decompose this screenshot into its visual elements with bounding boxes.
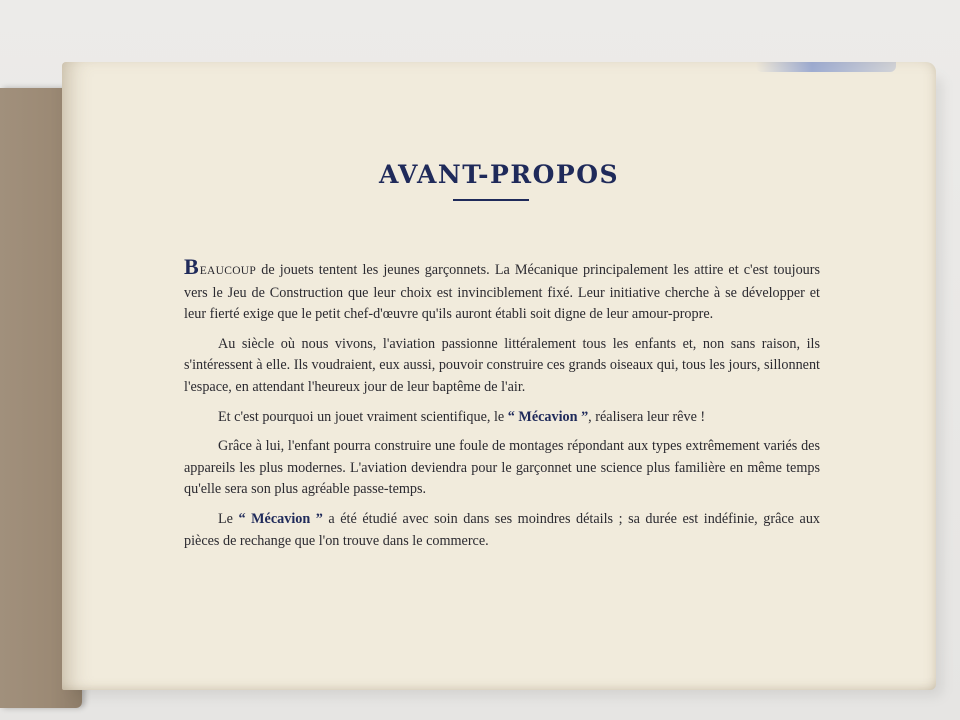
brand-name: “ Mécavion ” bbox=[238, 510, 323, 527]
paragraph-3-after: , réalisera leur rêve ! bbox=[588, 408, 706, 425]
paragraph-1 bbox=[184, 254, 820, 326]
paragraph-1-text: de jouets tentent les jeunes garçonnets. La Mécanique principalement les attire et c'est toujours vers le Jeu de Construction que leur choix est invinciblement fixé. Leur initiative cherche à se développer et leur fierté exige que le petit chef-d'œuvre qu'ils auront établi soit digne de leur amour-propre. bbox=[184, 262, 820, 323]
paragraph-5-before: Le bbox=[218, 510, 239, 527]
paragraph-3 bbox=[184, 407, 820, 429]
brand-name: “ Mécavion ” bbox=[507, 408, 589, 425]
title-underline bbox=[453, 199, 529, 201]
booklet-page bbox=[62, 62, 936, 690]
paragraph-2: Au siècle où nous vivons, l'aviation passionne littéralement tous les enfants et, non sans raison, ils s'intéressent à elle. Ils voudraient, eux aussi, pouvoir construire ces grands oiseaux qui, tous les jours, sillonnent l'espace, en attendant l'heureux jour de leur baptême de l'air. bbox=[184, 335, 820, 395]
paragraph-5 bbox=[184, 509, 820, 552]
paragraph-3-before: Et c'est pourquoi un jouet vraiment scientifique, le bbox=[218, 408, 508, 425]
page-title: AVANT-PROPOS bbox=[378, 160, 620, 189]
small-caps-word: EAUCOUP bbox=[199, 265, 257, 277]
drop-cap: B bbox=[184, 254, 199, 279]
blue-stain bbox=[756, 62, 896, 72]
paragraph-5-after: a été étudié avec soin dans ses moindres détails ; sa durée est indéfinie, grâce aux pièces de rechange que l'on trouve dans le commerce. bbox=[184, 510, 821, 549]
foreword-text bbox=[184, 254, 821, 560]
paragraph-4: Grâce à lui, l'enfant pourra construire une foule de montages répondant aux types extrêmement variés des appareils les plus modernes. L'aviation deviendra pour le garçonnet une science plus familière en même temps qu'elle sera son plus agréable passe-temps. bbox=[184, 438, 820, 498]
